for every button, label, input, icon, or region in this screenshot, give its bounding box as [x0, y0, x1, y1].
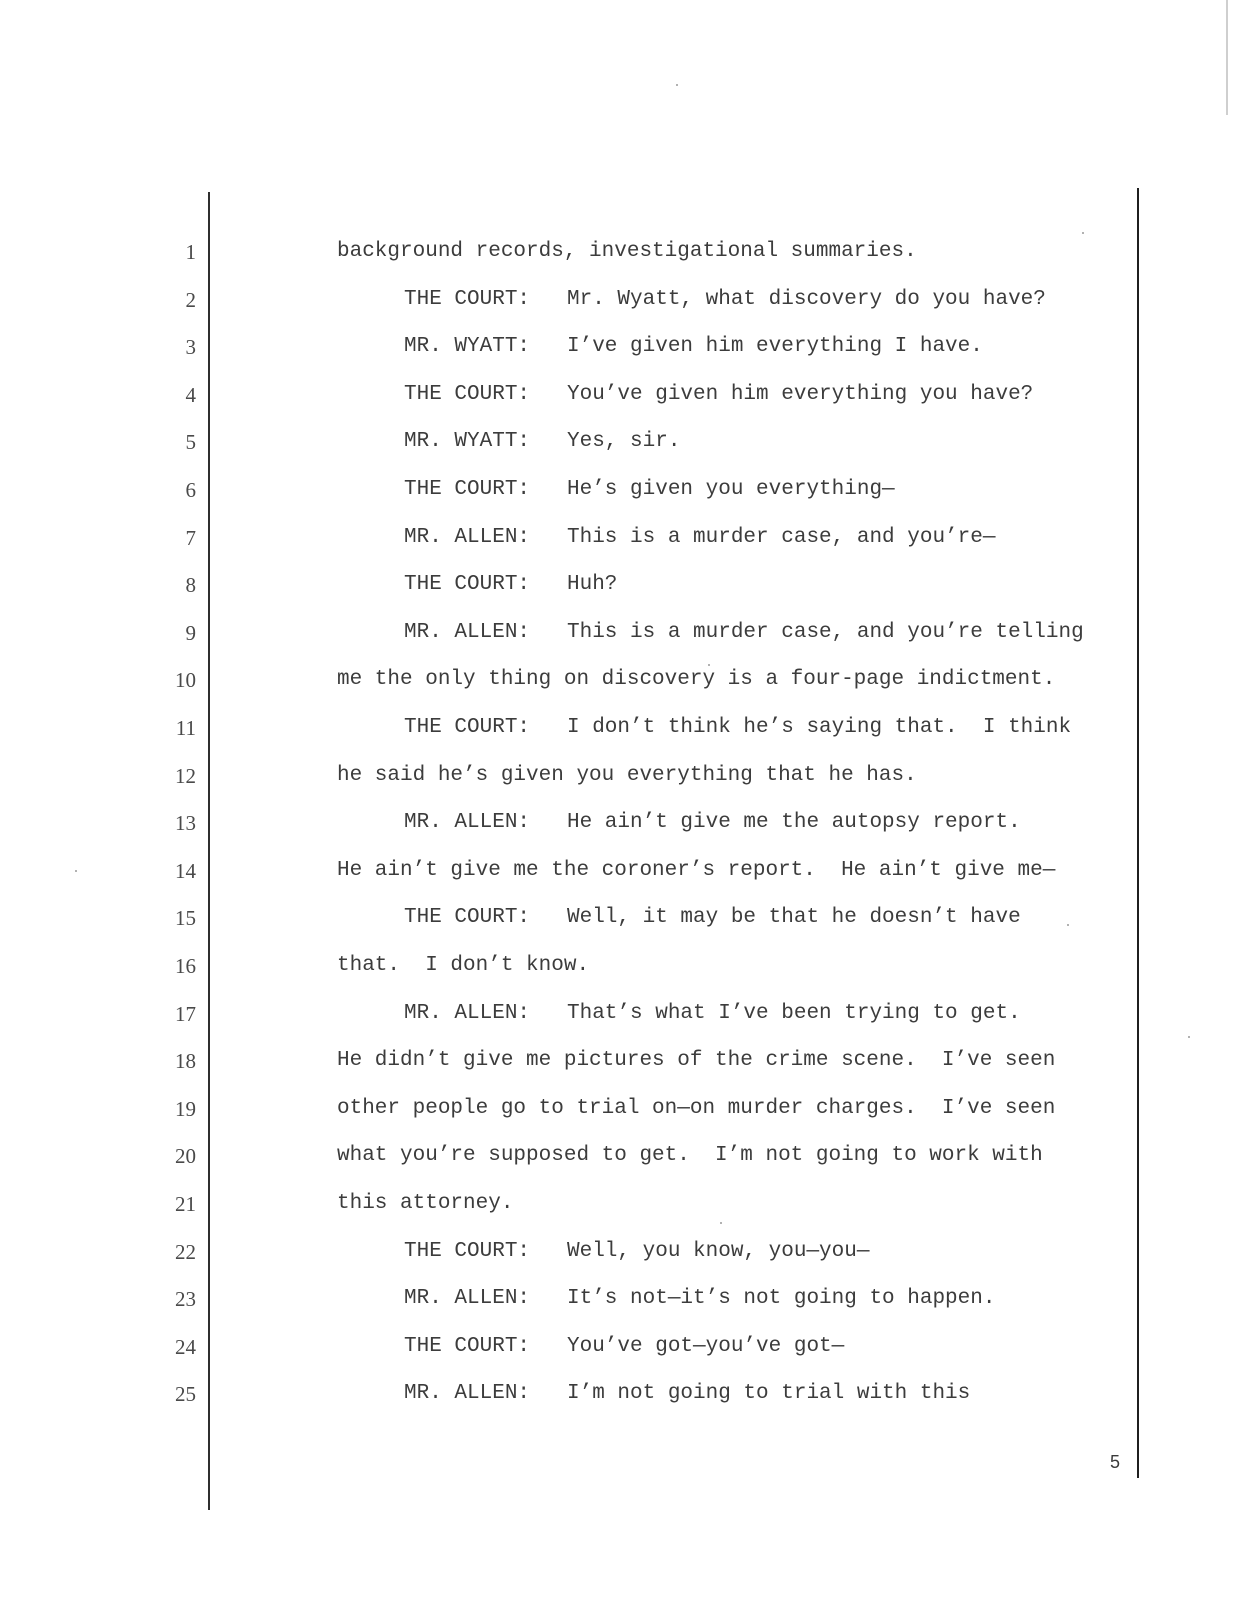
- line-text: [337, 240, 917, 264]
- spoken-text: I’ve given him everything I have.: [567, 335, 983, 358]
- speaker-label: MR. ALLEN:: [404, 621, 531, 644]
- speaker-label: THE COURT:: [404, 478, 531, 501]
- line-text: [404, 288, 1046, 312]
- transcript-line: [0, 383, 1236, 423]
- transcript-line: [0, 288, 1236, 328]
- transcript-line: [0, 573, 1236, 613]
- line-number: 3: [185, 335, 196, 359]
- speaker-label: MR. WYATT:: [404, 430, 531, 453]
- line-number: 19: [175, 1097, 196, 1121]
- line-number: 21: [175, 1192, 196, 1216]
- speaker-label: THE COURT:: [404, 906, 531, 929]
- line-number: 14: [175, 859, 196, 883]
- transcript-line: [0, 1002, 1236, 1042]
- spoken-text: Mr. Wyatt, what discovery do you have?: [567, 288, 1046, 311]
- transcript-line: [0, 906, 1236, 946]
- line-text: [404, 1335, 844, 1359]
- scan-speck: [1067, 924, 1069, 926]
- spoken-text: Well, you know, you—you—: [567, 1240, 870, 1263]
- line-text: [404, 383, 1033, 407]
- speaker-label: THE COURT:: [404, 1335, 531, 1358]
- speaker-label: THE COURT:: [404, 1240, 531, 1263]
- line-number: 17: [175, 1002, 196, 1026]
- transcript-line: [0, 430, 1236, 470]
- line-text: [337, 668, 1055, 692]
- line-text: [404, 716, 1071, 740]
- transcript-line: [0, 1192, 1236, 1232]
- line-text: [404, 811, 1021, 835]
- line-number: 24: [175, 1335, 196, 1359]
- speaker-label: THE COURT:: [404, 573, 531, 596]
- line-text: [404, 906, 1021, 930]
- transcript-line: [0, 1097, 1236, 1137]
- line-number: 1: [185, 240, 196, 264]
- spoken-text: This is a murder case, and you’re telling: [567, 621, 1084, 644]
- transcript-line: [0, 526, 1236, 566]
- speaker-label: MR. ALLEN:: [404, 811, 531, 834]
- speaker-label: MR. WYATT:: [404, 335, 531, 358]
- line-text: [404, 1240, 869, 1264]
- speaker-label: MR. ALLEN:: [404, 1287, 531, 1310]
- spoken-text: That’s what I’ve been trying to get.: [567, 1002, 1021, 1025]
- line-text: [337, 954, 589, 978]
- transcript-line: [0, 954, 1236, 994]
- transcript-line: [0, 764, 1236, 804]
- transcript-line: [0, 1049, 1236, 1089]
- spoken-text: that. I don’t know.: [337, 954, 590, 977]
- line-number: 4: [185, 383, 196, 407]
- spoken-text: what you’re supposed to get. I’m not going to work with: [337, 1144, 1043, 1167]
- line-number: 11: [175, 716, 196, 740]
- line-number: 2: [185, 288, 196, 312]
- spoken-text: He’s given you everything—: [567, 478, 895, 501]
- line-text: [404, 621, 1084, 645]
- spoken-text: You’ve given him everything you have?: [567, 383, 1034, 406]
- transcript-line: [0, 811, 1236, 851]
- speaker-label: MR. ALLEN:: [404, 1002, 531, 1025]
- transcript-line: [0, 716, 1236, 756]
- transcript-line: [0, 1287, 1236, 1327]
- line-number: 6: [185, 478, 196, 502]
- transcript-line: [0, 1240, 1236, 1280]
- line-number: 18: [175, 1049, 196, 1073]
- spoken-text: He ain’t give me the autopsy report.: [567, 811, 1021, 834]
- line-text: [404, 335, 983, 359]
- line-number: 13: [175, 811, 196, 835]
- line-number: 15: [175, 906, 196, 930]
- line-text: [404, 573, 617, 597]
- scan-speck: [708, 664, 710, 666]
- line-number: 10: [175, 668, 196, 692]
- line-number: 9: [185, 621, 196, 645]
- spoken-text: I don’t think he’s saying that. I think: [567, 716, 1072, 739]
- line-text: [337, 1144, 1043, 1168]
- line-number: 20: [175, 1144, 196, 1168]
- transcript-line: [0, 478, 1236, 518]
- line-text: [337, 859, 1055, 883]
- scan-speck: [75, 870, 77, 872]
- spoken-text: It’s not—it’s not going to happen.: [567, 1287, 996, 1310]
- scan-speck: [720, 1222, 722, 1224]
- line-text: [337, 1049, 1055, 1073]
- transcript-line: [0, 1335, 1236, 1375]
- spoken-text: He ain’t give me the coroner’s report. He ain’t give me—: [337, 859, 1056, 882]
- line-text: [404, 1382, 970, 1406]
- spoken-text: Yes, sir.: [567, 430, 681, 453]
- scan-speck: [1082, 232, 1084, 234]
- line-number: 23: [175, 1287, 196, 1311]
- spoken-text: Huh?: [567, 573, 618, 596]
- line-number: 16: [175, 954, 196, 978]
- spoken-text: You’ve got—you’ve got—: [567, 1335, 845, 1358]
- scan-edge-mark: [1226, 0, 1228, 115]
- speaker-label: THE COURT:: [404, 716, 531, 739]
- transcript-line: [0, 621, 1236, 661]
- line-text: [337, 1097, 1055, 1121]
- line-text: [404, 526, 995, 550]
- spoken-text: this attorney.: [337, 1192, 514, 1215]
- line-number: 22: [175, 1240, 196, 1264]
- spoken-text: he said he’s given you everything that he has.: [337, 764, 917, 787]
- line-text: [404, 430, 680, 454]
- spoken-text: other people go to trial on—on murder charges. I’ve seen: [337, 1097, 1056, 1120]
- scan-speck: [676, 84, 678, 86]
- spoken-text: I’m not going to trial with this: [567, 1382, 971, 1405]
- page-number: 5: [1110, 1452, 1121, 1472]
- speaker-label: MR. ALLEN:: [404, 1382, 531, 1405]
- speaker-label: THE COURT:: [404, 288, 531, 311]
- scan-speck: [1188, 1036, 1190, 1038]
- spoken-text: background records, investigational summaries.: [337, 240, 917, 263]
- spoken-text: me the only thing on discovery is a four-page indictment.: [337, 668, 1056, 691]
- transcript-line: [0, 335, 1236, 375]
- line-number: 8: [185, 573, 196, 597]
- transcript-line: [0, 1144, 1236, 1184]
- line-number: 5: [185, 430, 196, 454]
- line-text: [404, 1002, 1021, 1026]
- spoken-text: He didn’t give me pictures of the crime scene. I’ve seen: [337, 1049, 1056, 1072]
- line-text: [404, 478, 895, 502]
- transcript-line: [0, 240, 1236, 280]
- line-text: [337, 1192, 513, 1216]
- transcript-line: [0, 859, 1236, 899]
- line-number: 12: [175, 764, 196, 788]
- transcript-line: [0, 668, 1236, 708]
- transcript-line: [0, 1382, 1236, 1422]
- line-text: [404, 1287, 995, 1311]
- spoken-text: Well, it may be that he doesn’t have: [567, 906, 1021, 929]
- line-text: [337, 764, 917, 788]
- spoken-text: This is a murder case, and you’re—: [567, 526, 996, 549]
- speaker-label: THE COURT:: [404, 383, 531, 406]
- speaker-label: MR. ALLEN:: [404, 526, 531, 549]
- line-number: 7: [185, 526, 196, 550]
- line-number: 25: [175, 1382, 196, 1406]
